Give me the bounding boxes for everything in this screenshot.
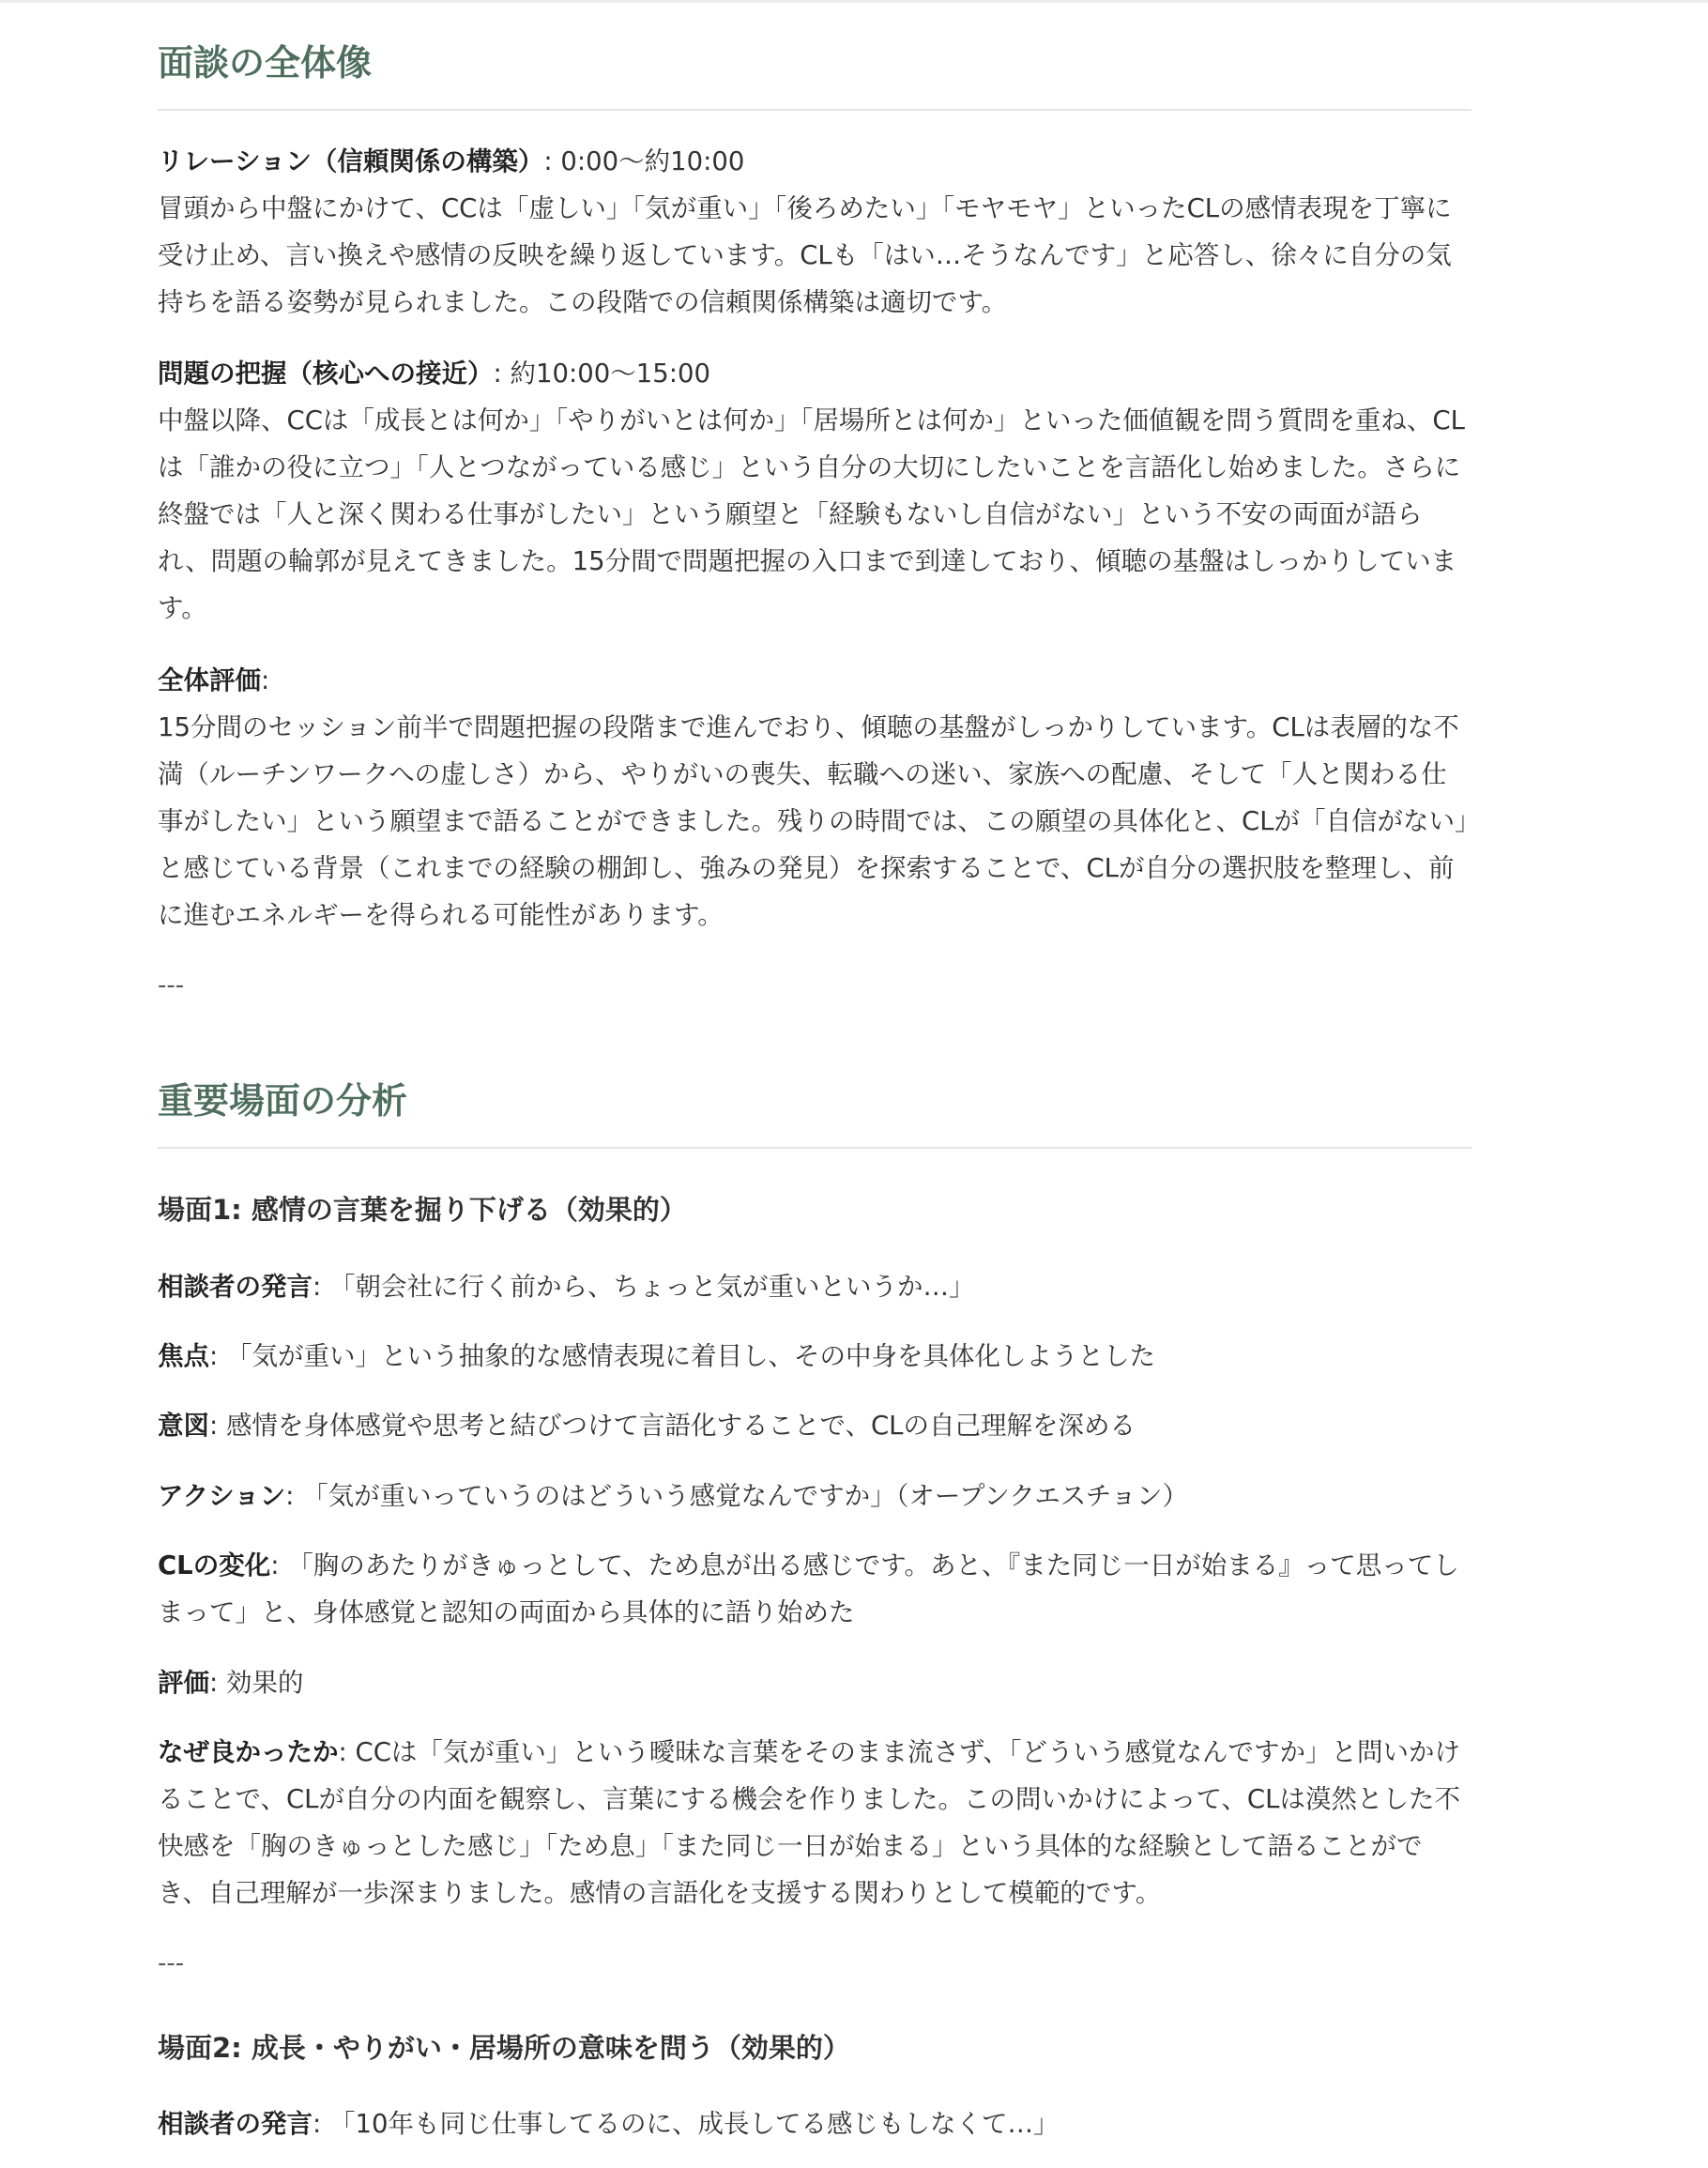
paragraph-body: 15分間のセッション前半で問題把握の段階まで進んでおり、傾聴の基盤がしっかりしています。CLは表層的な不満（ルーチンワークへの虚しさ）から、やりがいの喪失、転職への迷い、家族への配慮、そして「人と関わる仕事がしたい」という願望まで語ることができました。残りの時間では、この願望の具体化と、CLが「自信がない」と感じている背景（これまでの経験の棚卸し、強みの発見）を探索することで、CLが自分の選択肢を整理し、前に進むエネルギーを得られる可能性があります。 — [158, 712, 1468, 930]
paragraph-relation — [158, 138, 1472, 326]
label-separator: : — [261, 665, 270, 695]
scene1-action: アクション: 「気が重いっていうのはどういう感覚なんですか」（オープンクエスチョン） — [158, 1481, 1188, 1511]
section-heading-analysis: 重要場面の分析 — [158, 1080, 408, 1122]
scene1-utterance: 相談者の発言: 「朝会社に行く前から、ちょっと気が重いというか…」 — [158, 1272, 975, 1302]
scene1-focus: 焦点: 「気が重い」という抽象的な感情表現に着目し、その中身を具体化しようとした — [158, 1341, 1156, 1371]
scene1-cl-change: CLの変化: 「胸のあたりがきゅっとして、ため息が出る感じです。あと、『また同じ一日が始まる』って思ってしまって」と、身体感覚と認知の両面から具体的に語り始めた — [158, 1550, 1459, 1627]
heading-divider — [158, 109, 1472, 111]
scene2-utterance: 相談者の発言: 「10年も同じ仕事してるのに、成長してる感じもしなくて…」 — [158, 2109, 1060, 2139]
heading-divider — [158, 1147, 1472, 1149]
separator-text: --- — [158, 971, 185, 1000]
paragraph-label: 問題の把握（核心への接近） — [158, 359, 494, 389]
paragraph-problem — [158, 350, 1472, 632]
scene-heading-2: 場面2: 成長・やりがい・居場所の意味を問う（効果的） — [158, 2032, 850, 2064]
paragraph-label: リレーション（信頼関係の構築） — [158, 146, 544, 176]
section-heading-overview: 面談の全体像 — [158, 42, 373, 84]
top-border — [0, 0, 1708, 3]
scene1-why-good: なぜ良かったか: CCは「気が重い」という曖昧な言葉をそのまま流さず、「どういう感覚なんですか」と問いかけることで、CLが自分の内面を観察し、言葉にする機会を作りました。この問いかけによって、CLは漠然とした不快感を「胸のきゅっとした感じ」「ため息」「また同じ一日が始まる」という具体的な経験として語ることができ、自己理解が一歩深まりました。感情の言語化を支援する関わりとして模範的です。 — [158, 1737, 1460, 1908]
label-separator: : — [543, 146, 561, 176]
scene1-evaluation: 評価: 効果的 — [158, 1668, 304, 1698]
scene1-intent: 意図: 感情を身体感覚や思考と結びつけて言語化することで、CLの自己理解を深める — [158, 1411, 1136, 1441]
paragraph-body: 冒頭から中盤にかけて、CCは「虚しい」「気が重い」「後ろめたい」「モヤモヤ」といったCLの感情表現を丁寧に受け止め、言い換えや感情の反映を繰り返しています。CLも「はい…そうなんです」と応答し、徐々に自分の気持ちを語る姿勢が見られました。この段階での信頼関係構築は適切です。 — [158, 193, 1452, 317]
time-range: 約10:00〜15:00 — [510, 359, 711, 389]
label-separator: : — [493, 359, 511, 389]
paragraph-overall — [158, 657, 1472, 939]
paragraph-label: 全体評価 — [158, 665, 261, 695]
paragraph-body: 中盤以降、CCは「成長とは何か」「やりがいとは何か」「居場所とは何か」といった価値観を問う質問を重ね、CLは「誰かの役に立つ」「人とつながっている感じ」という自分の大切にしたいことを言語化し始めました。さらに終盤では「人と深く関わる仕事がしたい」という願望と「経験もないし自信がない」という不安の両面が語られ、問題の輪郭が見えてきました。15分間で問題把握の入口まで到達しており、傾聴の基盤はしっかりしています。 — [158, 405, 1465, 623]
separator-text: --- — [158, 1949, 185, 1977]
scene-heading-1: 場面1: 感情の言葉を掘り下げる（効果的） — [158, 1194, 687, 1226]
time-range: 0:00〜約10:00 — [560, 146, 745, 176]
